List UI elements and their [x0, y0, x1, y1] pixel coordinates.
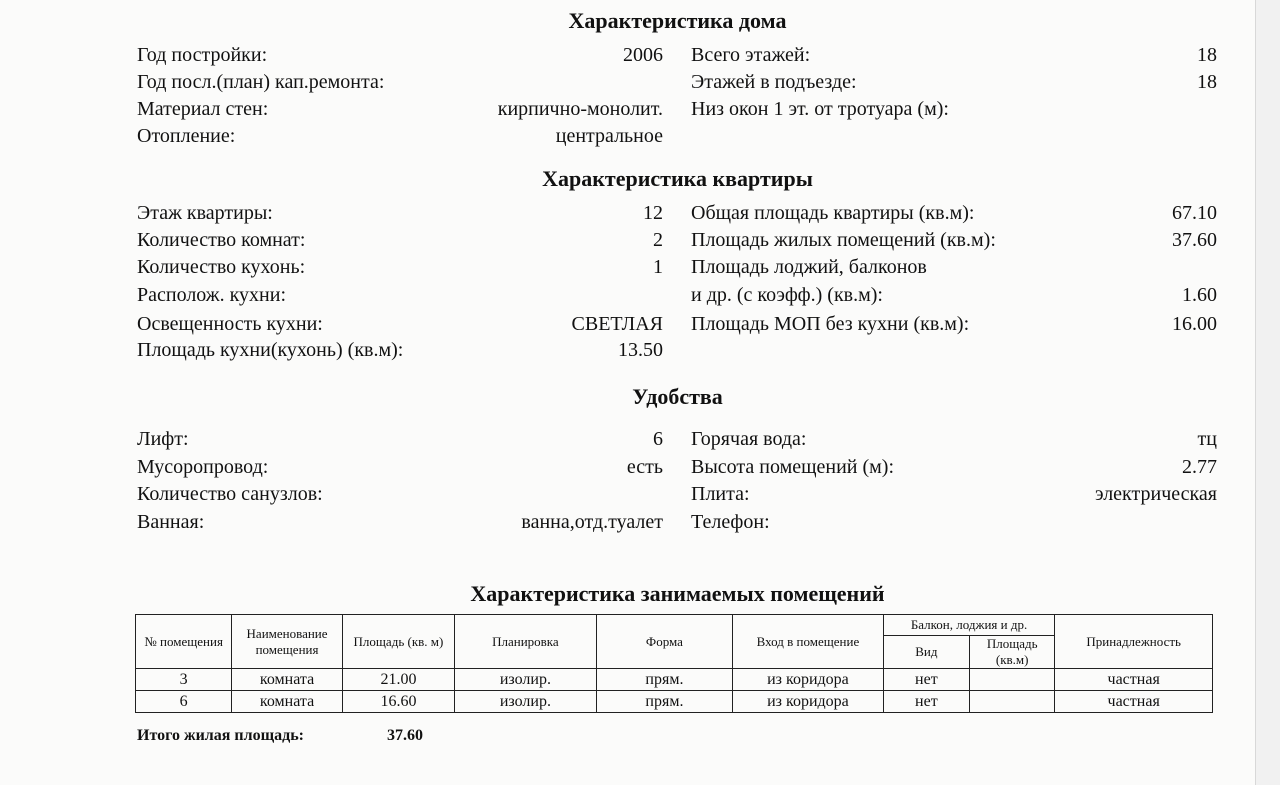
field-value: 13.50 — [618, 339, 663, 361]
cell-layout: изолир. — [455, 669, 597, 691]
field-label: Площадь жилых помещений (кв.м): — [691, 229, 996, 251]
cell-shape: прям. — [596, 669, 733, 691]
field-label: Площадь лоджий, балконов — [691, 256, 927, 278]
col-header-balcony-kind: Вид — [883, 636, 969, 669]
rooms-section-title: Характеристика занимаемых помещений — [470, 581, 885, 606]
field-label: Горячая вода: — [691, 428, 807, 450]
field-value: 1.60 — [1182, 284, 1217, 306]
cell-ownership: частная — [1055, 691, 1213, 713]
total-label: Итого жилая площадь: — [137, 727, 304, 744]
cell-balcony-area — [970, 669, 1055, 691]
field-label: Количество комнат: — [137, 229, 306, 251]
flat-section-title: Характеристика квартиры — [542, 166, 813, 191]
field-label: Материал стен: — [137, 98, 269, 120]
col-header-entry: Вход в помещение — [733, 615, 884, 669]
field-label: Этаж квартиры: — [137, 202, 273, 224]
field-value: 16.00 — [1172, 313, 1217, 335]
field-label: Лифт: — [137, 428, 189, 450]
field-value: 1 — [653, 256, 663, 278]
field-value: 2.77 — [1182, 456, 1217, 478]
col-header-layout: Планировка — [455, 615, 597, 669]
field-label: Плита: — [691, 483, 750, 505]
field-label: Количество санузлов: — [137, 483, 323, 505]
field-label: Этажей в подъезде: — [691, 71, 857, 93]
field-label: Освещенность кухни: — [137, 313, 323, 335]
col-header-shape: Форма — [596, 615, 733, 669]
field-label: Площадь кухни(кухонь) (кв.м): — [137, 339, 404, 361]
field-label: Отопление: — [137, 125, 236, 147]
field-value: 2006 — [623, 44, 663, 66]
field-value: 18 — [1197, 44, 1217, 66]
field-label: Площадь МОП без кухни (кв.м): — [691, 313, 970, 335]
cell-num: 6 — [136, 691, 232, 713]
total-living-area — [137, 727, 423, 745]
house-section-title: Характеристика дома — [568, 8, 787, 33]
field-value: кирпично-монолит. — [497, 98, 663, 120]
field-label: Телефон: — [691, 511, 770, 533]
cell-balcony-kind: нет — [883, 691, 969, 713]
field-label: и др. (с коэфф.) (кв.м): — [691, 284, 883, 306]
cell-name: комната — [232, 691, 342, 713]
cell-layout: изолир. — [455, 691, 597, 713]
field-label: Всего этажей: — [691, 44, 811, 66]
total-value: 37.60 — [387, 727, 423, 744]
col-header-balcony-area: Площадь (кв.м) — [970, 636, 1055, 669]
field-label: Высота помещений (м): — [691, 456, 895, 478]
col-header-name: Наименование помещения — [232, 615, 342, 669]
field-label: Общая площадь квартиры (кв.м): — [691, 202, 975, 224]
field-value: 67.10 — [1172, 202, 1217, 224]
table-row — [136, 669, 1213, 691]
field-value: 2 — [653, 229, 663, 251]
rooms-table — [135, 614, 1213, 713]
cell-area: 16.60 — [342, 691, 454, 713]
field-value: 18 — [1197, 71, 1217, 93]
field-value: есть — [626, 456, 663, 478]
cell-shape: прям. — [596, 691, 733, 713]
table-row — [136, 691, 1213, 713]
field-value: тц — [1197, 428, 1217, 450]
field-value: 12 — [643, 202, 663, 224]
field-value: ванна,отд.туалет — [521, 511, 663, 533]
cell-balcony-kind: нет — [883, 669, 969, 691]
field-value: электрическая — [1094, 483, 1217, 505]
field-label: Год посл.(план) кап.ремонта: — [137, 71, 385, 93]
field-value: СВЕТЛАЯ — [571, 313, 663, 335]
field-label: Располож. кухни: — [137, 284, 287, 306]
field-value: центральное — [555, 125, 663, 147]
cell-entry: из коридора — [733, 691, 884, 713]
col-header-num: № помещения — [136, 615, 232, 669]
col-header-ownership: Принадлежность — [1055, 615, 1213, 669]
cell-num: 3 — [136, 669, 232, 691]
field-label: Низ окон 1 эт. от тротуара (м): — [691, 98, 949, 120]
field-label: Мусоропровод: — [137, 456, 269, 478]
col-header-balcony-group: Балкон, лоджия и др. — [883, 615, 1055, 636]
cell-entry: из коридора — [733, 669, 884, 691]
cell-ownership: частная — [1055, 669, 1213, 691]
col-header-area: Площадь (кв. м) — [342, 615, 454, 669]
cell-area: 21.00 — [342, 669, 454, 691]
field-value: 37.60 — [1172, 229, 1217, 251]
field-label: Ванная: — [137, 511, 205, 533]
amenities-section-title: Удобства — [632, 384, 723, 409]
field-label: Год постройки: — [137, 44, 268, 66]
field-value: 6 — [653, 428, 663, 450]
cell-name: комната — [232, 669, 342, 691]
cell-balcony-area — [970, 691, 1055, 713]
field-label: Количество кухонь: — [137, 256, 306, 278]
